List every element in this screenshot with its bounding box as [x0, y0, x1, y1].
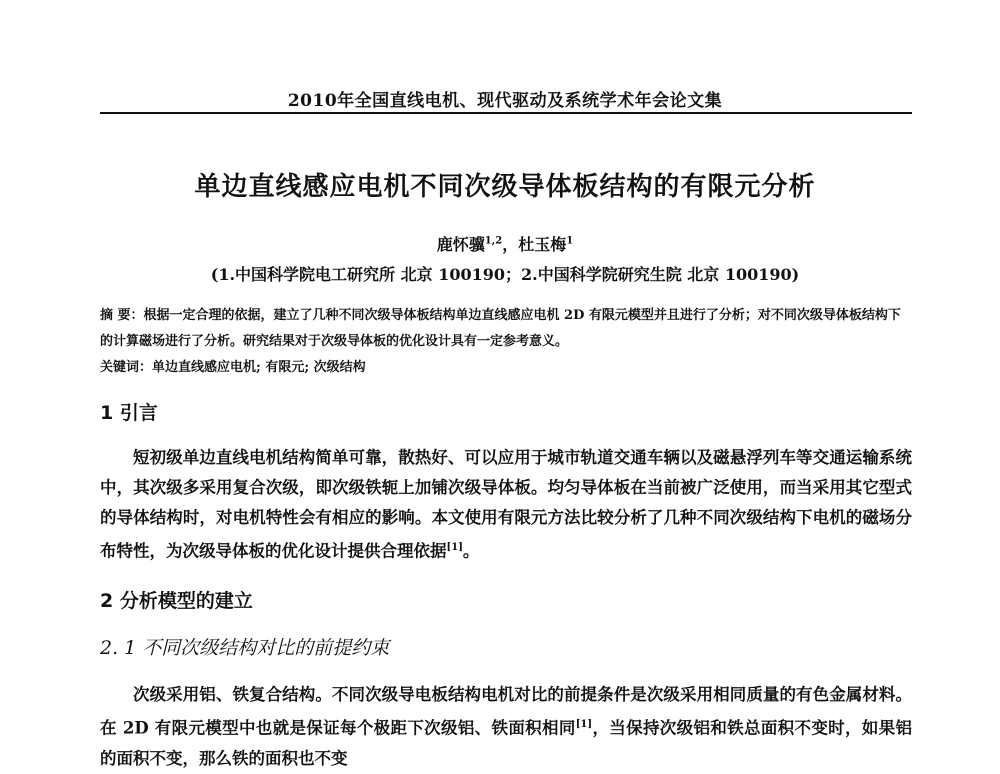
section-2-text-part2: ，当保持次级铝和铁总面积不变时，如果铝的面积不变，那么铁的面积也不变 — [100, 718, 913, 768]
keywords-text: 单边直线感应电机; 有限元; 次级结构 — [152, 360, 366, 375]
header-rule — [100, 112, 912, 114]
author-2-affiliation-mark: 1 — [566, 235, 574, 247]
section-1-text: 短初级单边直线电机结构简单可靠，散热好、可以应用于城市轨道交通车辆以及磁悬浮列车等交通运输系统中，其次级多采用复合次级，即次级铁轭上加铺次级导体板。均匀导体板在当前被广泛使用，而当采用其它型式的导体结构时，对电机特性会有相应的影响。本文使用有限元方法比较分析了几种不同次级结构下电机的磁场分布特性，为次级导体板的优化设计提供合理依据 — [100, 448, 912, 561]
subsection-2-1-heading: 2. 1 不同次级结构对比的前提约束 — [100, 637, 390, 659]
section-2-text-part1: 次级采用铝、铁复合结构。不同次级导电板结构电机对比的前提条件是次级采用相同质量的有色金属材料。在 2D 有限元模型中也就是保证每个极距下次级铝、铁面积相同 — [100, 685, 912, 738]
keywords — [100, 355, 912, 381]
abstract-text: 根据一定合理的依据，建立了几种不同次级导体板结构单边直线感应电机 2D 有限元模型并且进行了分析；对不同次级导体板结构下的计算磁场进行了分析。研究结果对于次级导体板的优化设计具有一定参考意义。 — [100, 308, 901, 349]
author-1-affiliation-mark: 1,2 — [484, 235, 503, 247]
paper-title: 单边直线感应电机不同次级导体板结构的有限元分析 — [194, 172, 816, 202]
author-2: 杜玉梅 — [518, 235, 567, 254]
section-1-paragraph — [100, 443, 912, 567]
author-line — [100, 232, 910, 255]
abstract — [100, 303, 912, 355]
author-1: 鹿怀骥 — [436, 235, 485, 254]
section-1-heading: 1 引言 — [100, 402, 158, 424]
citation-2: [1] — [575, 719, 593, 730]
keywords-label: 关键词： — [100, 360, 153, 375]
citation-1: [1] — [446, 542, 463, 553]
running-head: 2010年全国直线电机、现代驱动及系统学术年会论文集 — [287, 91, 723, 111]
author-separator: ， — [502, 235, 519, 254]
abstract-label: 摘 要： — [100, 308, 144, 323]
section-2-heading: 2 分析模型的建立 — [100, 590, 253, 612]
section-1-end: 。 — [462, 541, 480, 561]
affiliations: (1.中国科学院电工研究所 北京 100190；2.中国科学院研究生院 北京 100190) — [210, 265, 800, 284]
section-2-paragraph — [100, 680, 912, 774]
